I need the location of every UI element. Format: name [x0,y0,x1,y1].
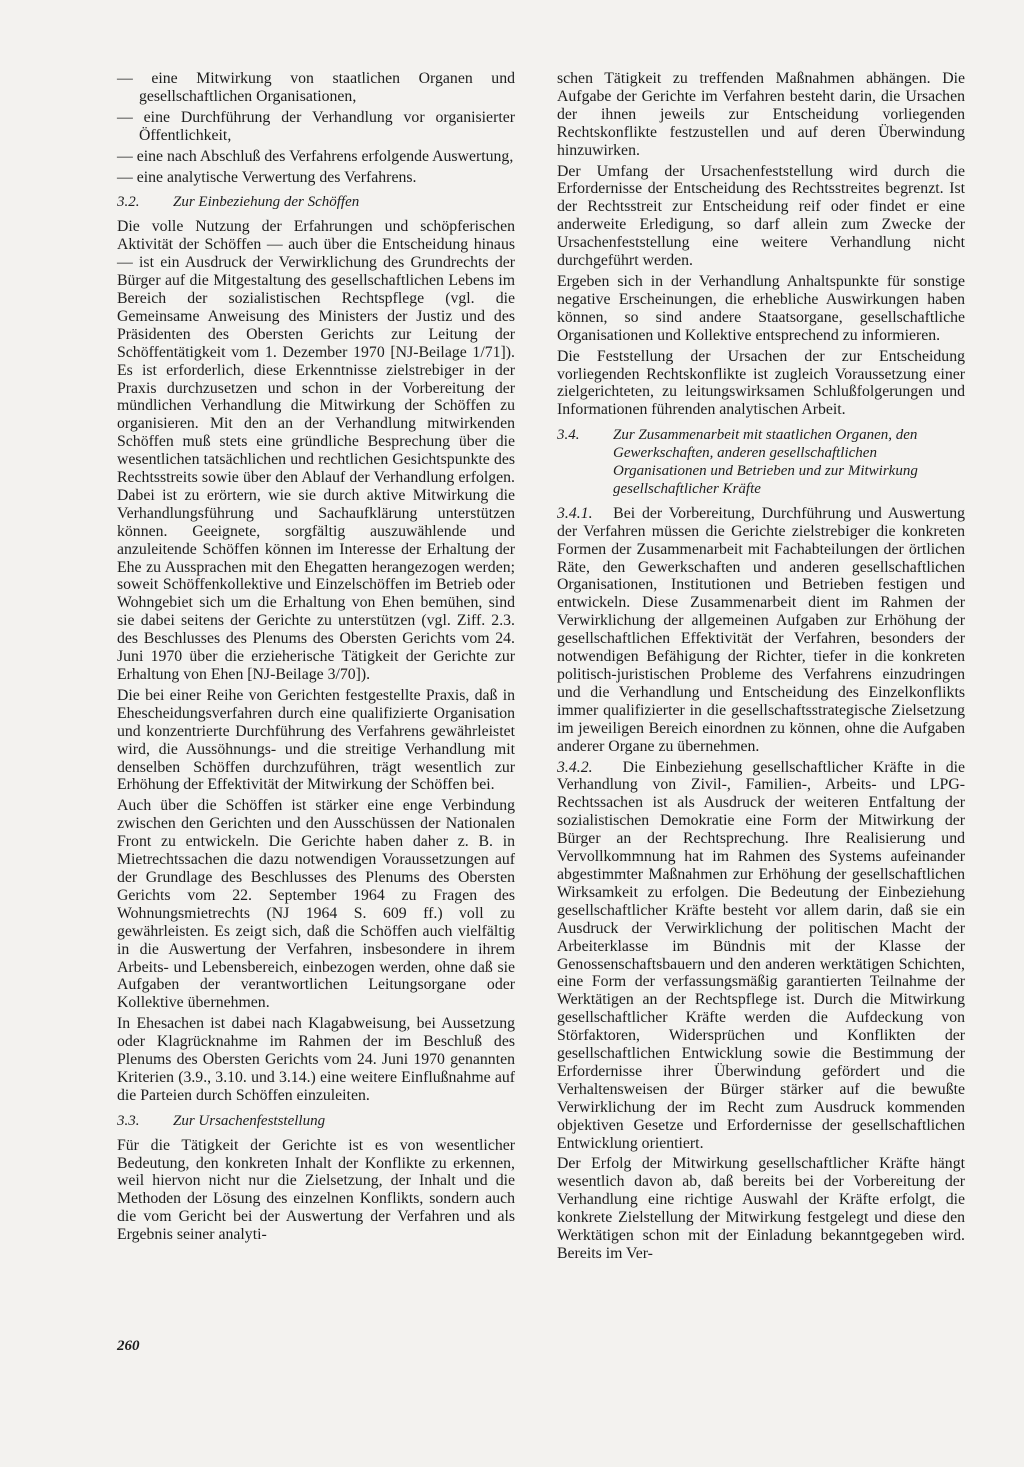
section-number: 3.2. [117,194,140,211]
section-title: Zur Ursachenfeststellung [173,1112,326,1129]
paragraph: Ergeben sich in der Verhandlung Anhaltspunkte für sonstige negative Erscheinungen, die erhebliche Auswirkungen haben können, so sind andere Staatsorgane, gesellschaftliche Organisationen und Kollektive entsprechend zu informieren. [557,272,965,344]
section-number: 3.4. [557,427,580,444]
bullet-item: — eine nach Abschluß des Verfahrens erfolgende Auswertung, [117,147,514,165]
paragraph: Die volle Nutzung der Erfahrungen und schöpferischen Aktivität der Schöffen — auch über die Entscheidung hinaus — ist ein Ausdruck der Verwirklichung des Grundrechts der Bürger auf die Mitgestaltung des gesellschaftlichen Lebens im Bereich der sozialistischen Rechtspflege (vgl. die Gemeinsame Anweisung des Ministers der Justiz und des Präsidenten des Obersten Gerichts zur Leitung der Schöffentätigkeit vom 1. Dezember 1970 [NJ-Beilage 1/71]). Es ist erforderlich, diese Erkenntnisse zielstrebiger in der Praxis durchzusetzen und schon in der Vorbereitung der mündlichen Verhandlung die Mitwirkung der Schöffen zu organisieren. Mit den an der Verhandlung mitwirkenden Schöffen muß stets eine gründliche Besprechung über die wesentlichen tatsächlichen und rechtlichen Gesichtspunkte des Rechtsstreits sowie über den Ablauf der Verhandlung erfolgen. Dabei ist zu erörtern, wie sie durch aktive Mitwirkung die Verhandlungsführung und Sachaufklärung unterstützen können. Geeignete, sorgfältig auszuwählende und anzuleitende Schöffen können im Interesse der Erhaltung der Ehe zu Aussprachen mit den Ehegatten herangezogen werden; soweit Schöffenkollektive und Einzelschöffen im Betrieb oder Wohngebiet sich um die Erhaltung von Ehen bemühen, sind sie dabei seitens der Gerichte zu unterstützen (vgl. Ziff. 2.3. des Beschlusses des Plenums des Obersten Gerichts vom 24. Juni 1970 über die erzieherische Tätigkeit der Gerichte zur Erhaltung von Ehen [NJ-Beilage 3/70]). [117,218,515,683]
section-title: Zur Zusammenarbeit mit staatlichen Organen, den Gewerkschaften, anderen gesellschaftlichen Organisationen und Betrieben und zur Mitwirkung gesellschaftlicher Kräfte [613,427,918,497]
paragraph: Auch über die Schöffen ist stärker eine enge Verbindung zwischen den Gerichten und den Ausschüssen der Nationalen Front zu entwickeln. Die Gerichte haben daher z. B. in Mietrechtssachen die dazu notwendigen Voraussetzungen auf der Grundlage des Beschlusses des Plenums des Obersten Gerichts vom 22. September 1964 zu Fragen des Wohnungsmietrechts (NJ 1964 S. 609 ff.) voll zu gewährleisten. Es zeigt sich, daß die Schöffen auch vielfältig in die Auswertung der Verfahren, insbesondere in ihrem Arbeits- und Lebensbereich, einbezogen werden, ohne daß sie Aufgaben der verantwortlichen Leitungsorgane oder Kollektive übernehmen. [117,797,515,1012]
subsection-number: 3.4.2. [557,758,593,776]
subsection-number: 3.4.1. [557,504,593,522]
section-title: Zur Einbeziehung der Schöffen [173,194,360,211]
paragraph: In Ehesachen ist dabei nach Klagabweisung, bei Aussetzung oder Klagrücknahme im Rahmen der im Beschluß des Plenums des Obersten Gerichts vom 24. Juni 1970 genannten Kriterien (3.9., 3.10. und 3.14.) eine weitere Einflußnahme auf die Parteien durch Schöffen einzuleiten. [117,1015,515,1104]
paragraph: schen Tätigkeit zu treffenden Maßnahmen abhängen. Die Aufgabe der Gerichte im Verfahren besteht darin, die Ursachen der ihnen jeweils zur Entscheidung vorliegenden Rechtskonflikte festzustellen und auf deren Überwindung hinzuwirken. [557,70,965,159]
paragraph: Der Erfolg der Mitwirkung gesellschaftlicher Kräfte hängt wesentlich davon ab, daß bereits bei der Vorbereitung der Verhandlung eine richtige Auswahl der Kräfte erfolgt, die konkrete Zielstellung der Mitwirkung festgelegt und diese den Werktätigen schon mit der Einladung bekanntgegeben wird. Bereits im Ver- [557,1155,965,1262]
bullet-item: — eine analytische Verwertung des Verfahrens. [117,168,417,186]
section-number: 3.3. [117,1112,140,1129]
bullet-item: — eine Mitwirkung von staatlichen Organen und gesellschaftlichen Organisationen, [117,70,515,105]
paragraph: Die Feststellung der Ursachen der zur Entscheidung vorliegenden Rechtskonflikte ist zugleich Voraussetzung einer zielgerichteten, zu leitungswirksamen Schlußfolgerungen und Informationen führenden analytischen Arbeit. [557,347,965,419]
numbered-paragraph-3-4-2 [557,759,965,1153]
page-number: 260 [117,1338,140,1354]
subsection-text: Die Einbeziehung gesellschaftlicher Kräfte in die Verhandlung von Zivil-, Familien-, Arbeits- und LPG-Rechtssachen ist als Ausdruck der weiteren Entfaltung der sozialistischen Demokratie eine Form der Mitwirkung der Bürger an der Rechtsprechung. Ihre Realisierung und Vervollkommnung hat im Rahmen des Systems aufeinander abgestimmter Maßnahmen zur Erhöhung der gesellschaftlichen Wirksamkeit zu erfolgen. Die Bedeutung der Einbeziehung gesellschaftlicher Kräfte besteht vor allem darin, daß sie ein Ausdruck der Verwirklichung der politischen Macht der Arbeiterklasse im Bündnis mit der Klasse der Genossenschaftsbauern und den anderen werktätigen Schichten, eine Form der verfassungsmäßig garantierten Teilnahme der Werktätigen an der Rechtspflege ist. Durch die Mitwirkung gesellschaftlicher Kräfte werden die Aufdeckung von Störfaktoren, Widersprüchen und Konflikten der gesellschaftlichen Entwicklung sowie die Bestimmung der Erfordernisse ihrer Überwindung gefördert und die Verhaltensweisen der Bürger stärker auf die bewußte Verwirklichung der im Recht zum Ausdruck kommenden objektiven Gesetze und Erfordernisse der gesellschaftlichen Entwicklung orientiert. [557,758,965,1152]
section-heading-3-2 [117,194,515,212]
subsection-text: Bei der Vorbereitung, Durchführung und Auswertung der Verfahren müssen die Gerichte zielstrebiger die konkreten Formen der Zusammenarbeit mit Fachabteilungen der örtlichen Räte, den Gewerkschaften und anderen gesellschaftlichen Organisationen, Institutionen und Betrieben festigen und entwickeln. Diese Zusammenarbeit dient im Rahmen der Verwirklichung der allgemeinen Aufgaben zur Erhöhung der gesellschaftlichen Effektivität der Verfahren, besonders der notwendigen Befähigung der Richter, tiefer in die konkreten politisch-juristischen Probleme des Verfahrens einzudringen und die Verhandlung und Entscheidung des Einzelkonflikts immer qualifizierter in die gesellschaftsstrategische Zielsetzung im jeweiligen Bereich einordnen zu können, ohne die Aufgaben anderer Organe zu übernehmen. [557,504,965,755]
bullet-item: — eine Durchführung der Verhandlung vor organisierter Öffentlichkeit, [117,108,515,144]
section-heading-3-3 [117,1113,515,1131]
section-heading-3-4 [557,427,965,499]
left-column [117,70,515,1247]
paragraph: Die bei einer Reihe von Gerichten festgestellte Praxis, daß in Ehescheidungsverfahren durch eine qualifizierte Organisation und konzentrierte Durchführung des Verfahrens gewährleistet wird, die Aussöhnungs- und die streitige Verhandlung mit denselben Schöffen durchzuführen, trägt wesentlich zur Erhöhung der Effektivität der Mitwirkung der Schöffen bei. [117,686,515,794]
paragraph: Für die Tätigkeit der Gerichte ist es von wesentlicher Bedeutung, den konkreten Inhalt der Konflikte zu erkennen, weil hiervon nicht nur die Zielsetzung, der Inhalt und die Methoden der Lösung des einzelnen Konflikts, sondern auch die vom Gericht bei der Auswertung der Verfahren und als Ergebnis seiner analyti- [117,1136,515,1244]
paragraph: Der Umfang der Ursachenfeststellung wird durch die Erfordernisse der Entscheidung des Rechtsstreites begrenzt. Ist der Rechtsstreit zur Entscheidung reif oder findet er eine anderweite Erledigung, so darf allein zum Zwecke der Ursachenfeststellung eine weitere Verhandlung nicht durchgeführt werden. [557,162,965,270]
right-column [557,70,965,1266]
numbered-paragraph-3-4-1 [557,505,965,756]
